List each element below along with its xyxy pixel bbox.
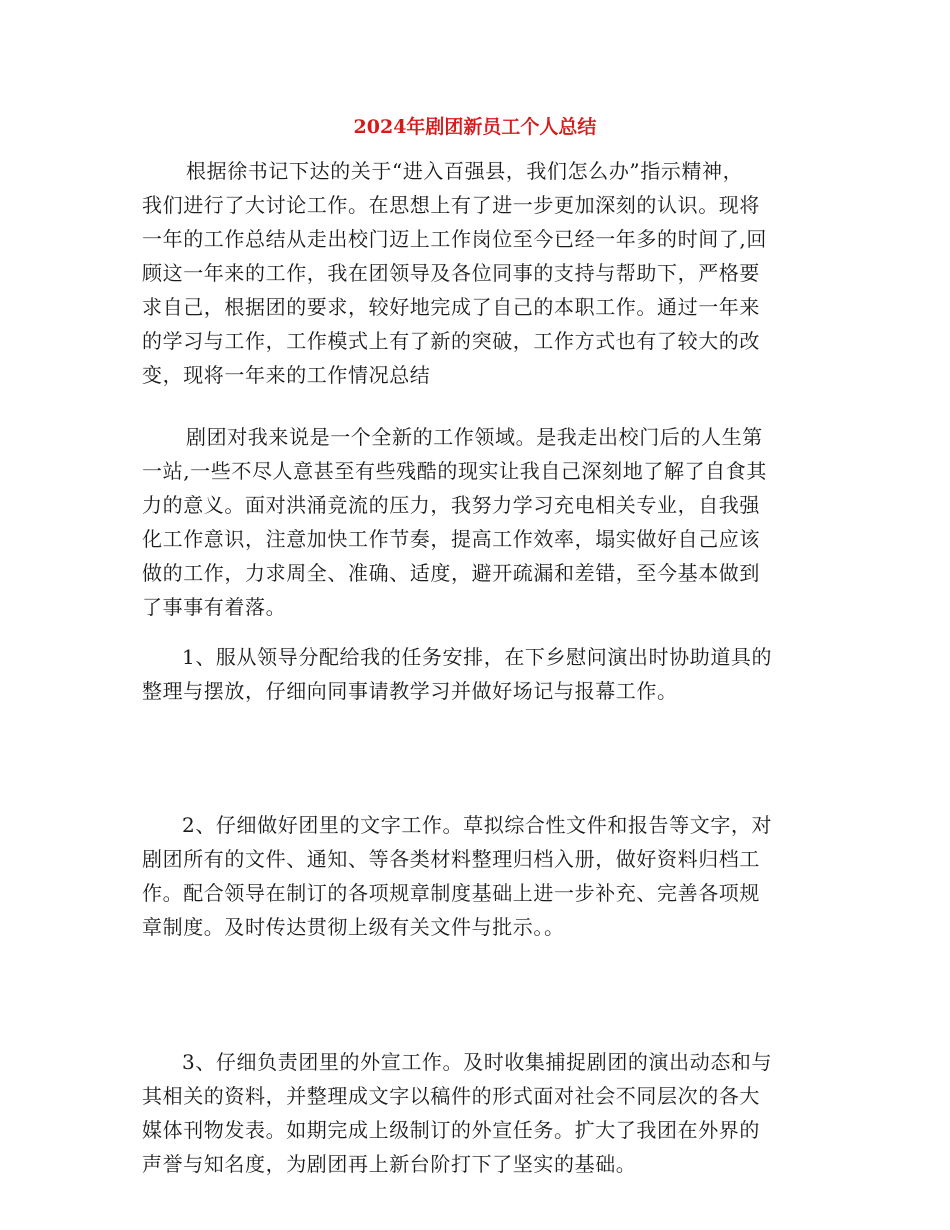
paragraph-1 <box>142 154 810 392</box>
text-line: 2、仔细做好团里的文字工作。草拟综合性文件和报告等文字，对 <box>182 813 773 837</box>
text-line: 了事事有着落。 <box>142 595 287 619</box>
text-line: 媒体刊物发表。如期完成上级制订的外宣任务。扩大了我团在外界的 <box>142 1118 760 1142</box>
text-line: 其相关的资料，并整理成文字以稿件的形式面对社会不同层次的各大 <box>142 1084 760 1108</box>
text-line: 变，现将一年来的工作情况总结 <box>142 363 431 387</box>
text-line: 的学习与工作，工作模式上有了新的突破，工作方式也有了较大的改 <box>142 329 760 353</box>
text-line: 1、服从领导分配给我的任务安排，在下乡慰问演出时协助道具的 <box>182 645 773 669</box>
text-line: 根据徐书记下达的关于“进入百强县，我们怎么办”指示精神， <box>186 159 744 183</box>
text-line: 求自己，根据团的要求，较好地完成了自己的本职工作。通过一年来 <box>142 295 760 319</box>
text-line: 章制度。及时传达贯彻上级有关文件与批示。。 <box>142 915 565 939</box>
text-line: 做的工作，力求周全、准确、适度，避开疏漏和差错，至今基本做到 <box>142 561 760 585</box>
text-line: 剧团对我来说是一个全新的工作领域。是我走出校门后的人生第 <box>186 425 763 449</box>
text-line: 声誉与知名度，为剧团再上新台阶打下了坚实的基础。 <box>142 1152 637 1176</box>
text-line: 力的意义。面对洪涌竞流的压力，我努力学习充电相关专业，自我强 <box>142 493 760 517</box>
text-line: 我们进行了大讨论工作。在思想上有了进一步更加深刻的认识。现将 <box>142 193 760 217</box>
text-line: 一站,一些不尽人意甚至有些残酷的现实让我自己深刻地了解了自食其 <box>142 459 767 483</box>
paragraph-4 <box>142 808 810 944</box>
paragraph-3 <box>142 640 810 708</box>
text-line: 一年的工作总结从走出校门迈上工作岗位至今已经一年多的时间了,回 <box>142 227 767 251</box>
text-line: 剧团所有的文件、通知、等各类材料整理归档入册，做好资料归档工 <box>142 847 760 871</box>
document-title: 2024年剧团新员工个人总结 <box>353 116 597 138</box>
text-line: 整理与摆放，仔细向同事请教学习并做好场记与报幕工作。 <box>142 679 678 703</box>
paragraph-5 <box>142 1045 810 1181</box>
text-line: 化工作意识，注意加快工作节奏，提高工作效率，塌实做好自己应该 <box>142 527 760 551</box>
text-line: 顾这一年来的工作，我在团领导及各位同事的支持与帮助下，严格要 <box>142 261 760 285</box>
paragraph-2 <box>142 420 810 624</box>
text-line: 作。配合领导在制订的各项规章制度基础上进一步补充、完善各项规 <box>142 881 760 905</box>
text-line: 3、仔细负责团里的外宣工作。及时收集捕捉剧团的演出动态和与 <box>182 1050 773 1074</box>
